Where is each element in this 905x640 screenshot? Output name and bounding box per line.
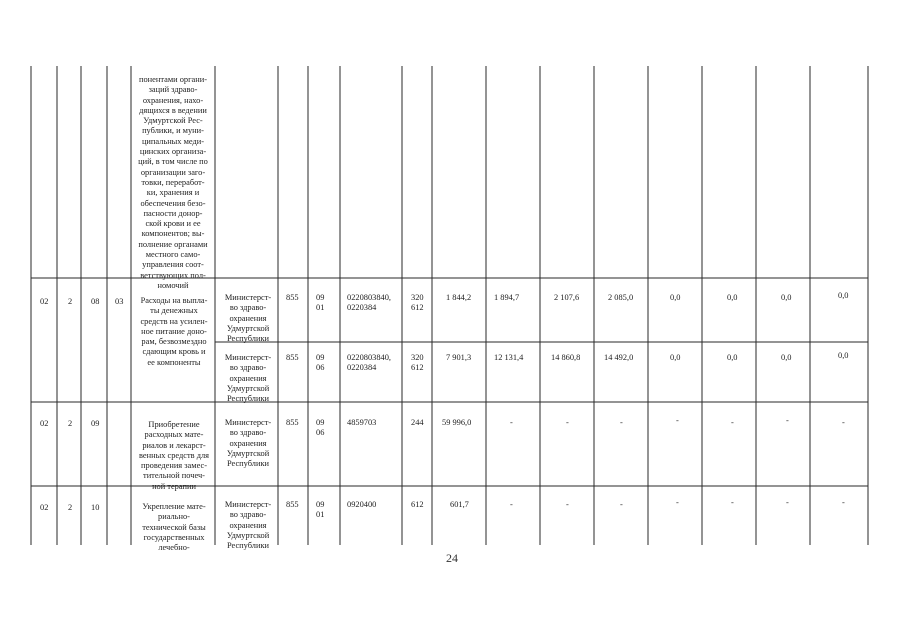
row1a-ministry: Министерст- во здраво- охранения Удмуртской Республики	[224, 293, 272, 344]
row1b-v3: 14 860,8	[551, 353, 581, 362]
row3-code2: 2	[68, 503, 73, 512]
row2-code3: 09	[91, 419, 100, 428]
row1a-section: 09 01	[316, 293, 325, 313]
row2-description: Приобретение расходных мате- риалов и лекарст- венных средств для проведения замес- тительной почеч- ной терапии	[139, 420, 209, 491]
row1-code2: 2	[68, 297, 73, 306]
row1a-v8: 0,0	[838, 291, 849, 300]
row3-v8: -	[842, 498, 845, 507]
row2-grbs: 855	[286, 418, 299, 427]
row1b-vr: 320 612	[411, 353, 424, 373]
row1a-v1: 1 844,2	[446, 293, 472, 302]
row3-target: 0920400	[347, 500, 377, 509]
row2-v5: -	[676, 416, 679, 425]
row3-v5: -	[676, 498, 679, 507]
row2-vr: 244	[411, 418, 424, 427]
row3-code1: 02	[40, 503, 49, 512]
row2-code2: 2	[68, 419, 73, 428]
row1a-v7: 0,0	[781, 293, 792, 302]
row1b-target: 0220803840, 0220384	[347, 353, 391, 373]
row3-description: Укрепление мате- риально- технической базы государственных лечебно-	[142, 502, 206, 553]
row3-section: 09 01	[316, 500, 325, 520]
row3-vr: 612	[411, 500, 424, 509]
row2-v7: -	[786, 416, 789, 425]
row3-v2: -	[510, 500, 513, 509]
row1a-target: 0220803840, 0220384	[347, 293, 391, 313]
row1b-grbs: 855	[286, 353, 299, 362]
row3-v3: -	[566, 500, 569, 509]
row1b-section: 09 06	[316, 353, 325, 373]
row3-v4: -	[620, 500, 623, 509]
row1a-v3: 2 107,6	[554, 293, 580, 302]
row1b-v7: 0,0	[781, 353, 792, 362]
row2-section: 09 06	[316, 418, 325, 438]
row3-grbs: 855	[286, 500, 299, 509]
row1b-v5: 0,0	[670, 353, 681, 362]
row1b-v2: 12 131,4	[494, 353, 524, 362]
row0-description: понентами органи- заций здраво- охранения, нахо- дящихся в ведении Удмуртской Рес- публики, и муни- ципальных меди- цинских организа- ций, в том числе по организации заго- товки, переработ- ки, хранения и обеспечения безо- пасности донор- ской крови и ее компонентов; вы- полнение органами местного само- управления соот- ветствующих пол- номочий	[138, 75, 208, 290]
row3-v1: 601,7	[450, 500, 469, 509]
page-number: 24	[446, 551, 458, 565]
row1-code3: 08	[91, 297, 100, 306]
row1-description: Расходы на выпла- ты денежных средств на усилен- ное питание доно- рам, безвозмездно сдающим кровь и ее компоненты	[140, 296, 208, 367]
row1b-v4: 14 492,0	[604, 353, 634, 362]
row1b-v8: 0,0	[838, 351, 849, 360]
row3-v7: -	[786, 498, 789, 507]
row2-v3: -	[566, 418, 569, 427]
row2-v2: -	[510, 418, 513, 427]
row2-ministry: Министерст- во здраво- охранения Удмуртской Республики	[224, 418, 272, 469]
row1-code4: 03	[115, 297, 124, 306]
row1a-v6: 0,0	[727, 293, 738, 302]
row1a-v2: 1 894,7	[494, 293, 520, 302]
row1a-grbs: 855	[286, 293, 299, 302]
row2-v8: -	[842, 418, 845, 427]
row1-code1: 02	[40, 297, 49, 306]
row2-target: 4859703	[347, 418, 377, 427]
row1b-v6: 0,0	[727, 353, 738, 362]
row1b-v1: 7 901,3	[446, 353, 472, 362]
row2-v4: -	[620, 418, 623, 427]
row2-v1: 59 996,0	[442, 418, 472, 427]
row1a-vr: 320 612	[411, 293, 424, 313]
row1a-v4: 2 085,0	[608, 293, 634, 302]
row1b-ministry: Министерст- во здраво- охранения Удмуртской Республики	[224, 353, 272, 404]
row3-code3: 10	[91, 503, 100, 512]
row2-code1: 02	[40, 419, 49, 428]
row2-v6: -	[731, 418, 734, 427]
row1a-v5: 0,0	[670, 293, 681, 302]
row3-ministry: Министерст- во здраво- охранения Удмуртской Республики	[224, 500, 272, 551]
row3-v6: -	[731, 498, 734, 507]
